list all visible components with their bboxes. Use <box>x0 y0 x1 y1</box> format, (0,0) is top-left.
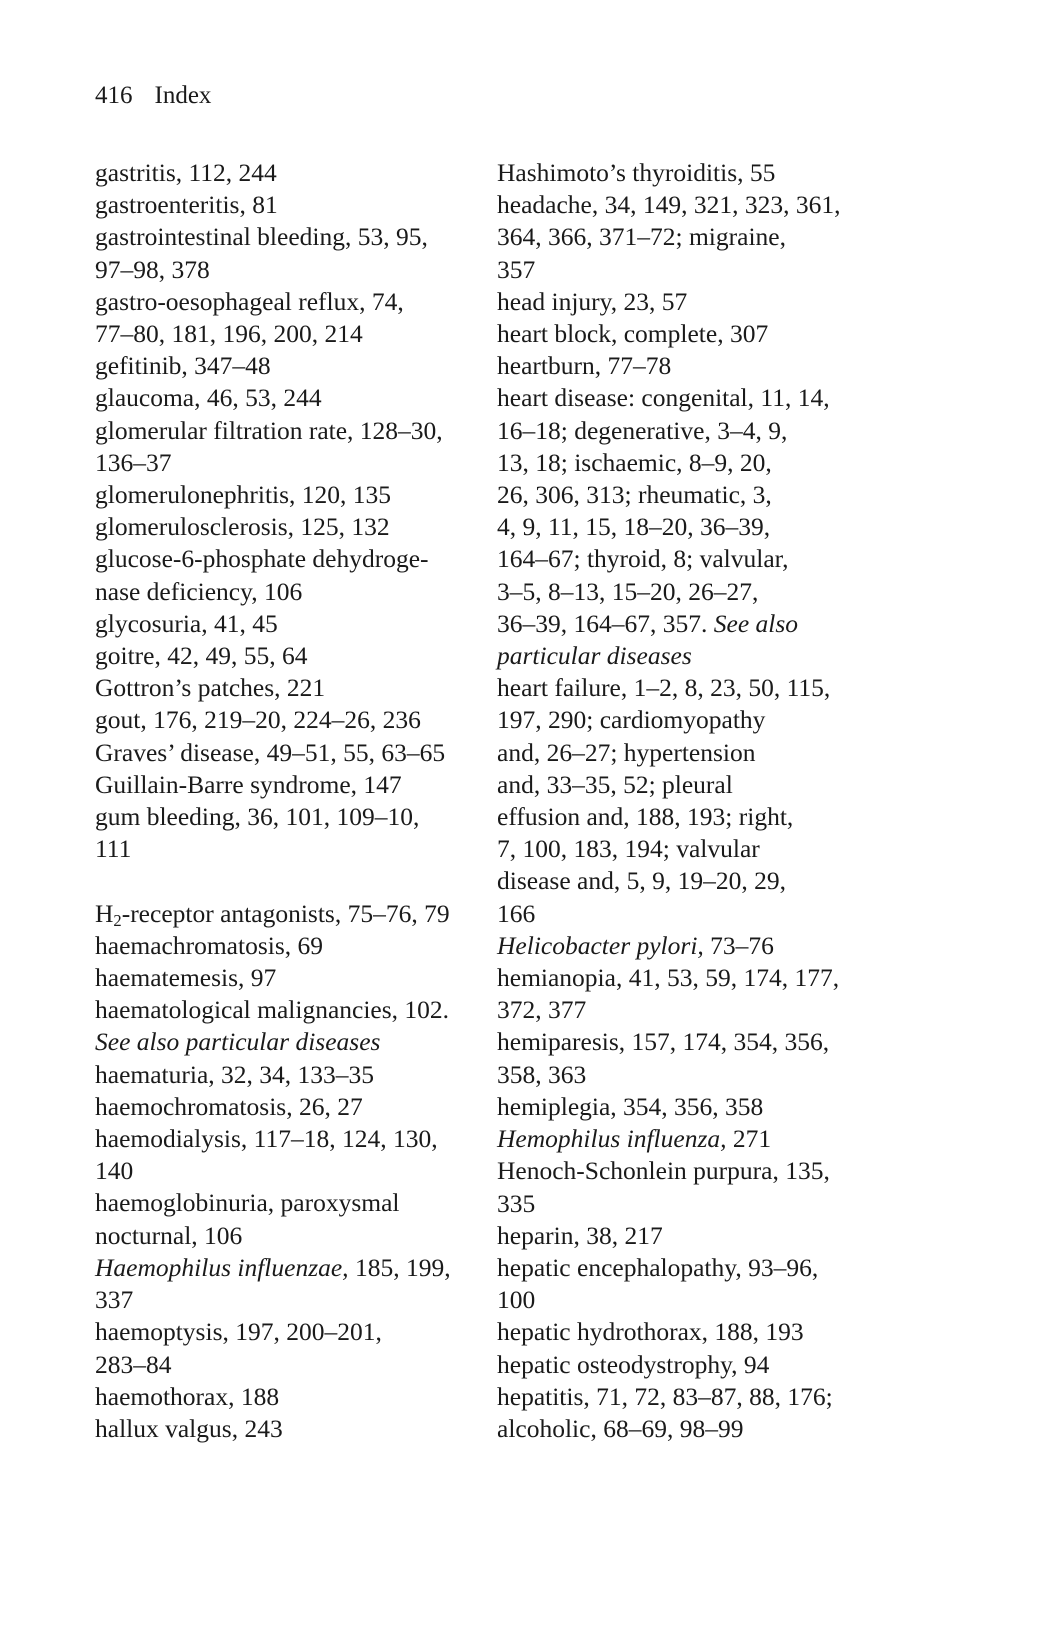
index-entry <box>497 1091 937 1123</box>
index-entry <box>95 1123 515 1187</box>
index-entry <box>95 543 515 607</box>
entry-line: gastrointestinal bleeding, 53, 95, <box>95 222 428 252</box>
index-entry <box>497 1123 937 1155</box>
entry-line: Henoch-Schonlein purpura, 135, <box>497 1156 830 1186</box>
index-entry <box>95 1059 515 1091</box>
entry-line: gum bleeding, 36, 101, 109–10, <box>95 802 420 832</box>
index-entry <box>497 382 937 672</box>
entry-line: haemoglobinuria, paroxysmal <box>95 1188 400 1218</box>
index-entry <box>95 1091 515 1123</box>
entry-line: Hashimoto’s thyroiditis, 55 <box>497 158 776 187</box>
entry-line: Graves’ disease, 49–51, 55, 63–65 <box>95 737 446 767</box>
index-entry <box>95 511 515 543</box>
index-entry <box>95 994 515 1058</box>
entry-line: haemodialysis, 117–18, 124, 130, <box>95 1124 438 1154</box>
running-title: Index <box>154 82 212 109</box>
entry-line: heartburn, 77–78 <box>497 351 672 381</box>
entry-line: glomerulonephritis, 120, 135 <box>95 480 392 510</box>
index-entry <box>497 1026 937 1090</box>
index-entry <box>497 1220 937 1252</box>
index-entry <box>95 898 515 930</box>
entry-line: 164–67; thyroid, 8; valvular, <box>497 544 789 574</box>
index-entry <box>95 672 515 704</box>
entry-line: gastro-oesophageal reflux, 74, <box>95 286 404 316</box>
italic-term: Hemophilus influenza, <box>497 1124 727 1154</box>
entry-line: 364, 366, 371–72; migraine, <box>497 222 786 252</box>
entry-line: hemianopia, 41, 53, 59, 174, 177, <box>497 963 840 993</box>
index-entry <box>497 1381 937 1445</box>
index-entry <box>497 672 937 930</box>
entry-line: nocturnal, 106 <box>95 1220 243 1250</box>
index-entry <box>95 382 515 414</box>
entry-line: 140 <box>95 1156 134 1186</box>
entry-line: hepatic encephalopathy, 93–96, <box>497 1252 819 1282</box>
entry-line: 97–98, 378 <box>95 254 210 284</box>
index-entry <box>497 189 937 286</box>
index-entry <box>95 769 515 801</box>
entry-line: 136–37 <box>95 447 172 477</box>
entry-line: 283–84 <box>95 1349 172 1379</box>
entry-line: hepatic osteodystrophy, 94 <box>497 1349 770 1379</box>
entry-line: heart failure, 1–2, 8, 23, 50, 115, <box>497 673 831 703</box>
index-entry <box>497 1316 937 1348</box>
entry-line: 166 <box>497 898 536 928</box>
entry-line: effusion and, 188, 193; right, <box>497 802 794 832</box>
index-entry <box>95 930 515 962</box>
entry-line: 372, 377 <box>497 995 587 1025</box>
entry-line: glaucoma, 46, 53, 244 <box>95 383 322 413</box>
italic-term: Helicobacter pylori, <box>497 930 704 960</box>
index-entry <box>95 608 515 640</box>
index-entry <box>497 1155 937 1219</box>
entry-line: glycosuria, 41, 45 <box>95 608 278 638</box>
page-number: 416 <box>95 82 133 109</box>
section-gap <box>95 865 515 897</box>
italic-term: Haemophilus influenzae, <box>95 1252 349 1282</box>
index-entry <box>95 1187 515 1251</box>
subscript: 2 <box>113 910 122 930</box>
index-entry <box>497 1252 937 1316</box>
entry-line: haemoptysis, 197, 200–201, <box>95 1317 382 1347</box>
entry-line: haematuria, 32, 34, 133–35 <box>95 1059 375 1089</box>
see-also: See also particular diseases <box>95 1027 381 1057</box>
index-entry <box>95 350 515 382</box>
entry-line: headache, 34, 149, 321, 323, 361, <box>497 190 841 220</box>
entry-line: Guillain-Barre syndrome, 147 <box>95 769 402 799</box>
entry-line: haemothorax, 188 <box>95 1381 280 1411</box>
index-entry <box>95 286 515 350</box>
index-entry <box>497 157 937 189</box>
entry-line: glucose-6-phosphate dehydroge- <box>95 544 429 574</box>
see-also: See also <box>713 608 799 638</box>
entry-line: 16–18; degenerative, 3–4, 9, <box>497 415 788 445</box>
index-entry <box>497 962 937 1026</box>
entry-line: and, 26–27; hypertension <box>497 737 756 767</box>
entry-line: gefitinib, 347–48 <box>95 351 271 381</box>
entry-line: 335 <box>497 1188 536 1218</box>
entry-line: $H_2$-receptor antagonists, 75–76, 79 <box>95 898 450 930</box>
index-entry <box>95 737 515 769</box>
entry-line: 3–5, 8–13, 15–20, 26–27, <box>497 576 759 606</box>
index-entry <box>95 1252 515 1316</box>
entry-line: haematological malignancies, 102. <box>95 995 450 1025</box>
entry-line: heparin, 38, 217 <box>497 1220 663 1250</box>
entry-line: hallux valgus, 243 <box>95 1413 283 1443</box>
index-entry <box>497 930 937 962</box>
entry-line: Hemophilus influenza, 271 <box>497 1124 772 1154</box>
entry-line: gastroenteritis, 81 <box>95 190 278 220</box>
index-entry <box>497 286 937 318</box>
index-entry <box>95 479 515 511</box>
entry-line: haematemesis, 97 <box>95 963 277 993</box>
entry-line: hepatic hydrothorax, 188, 193 <box>497 1317 804 1347</box>
entry-line: goitre, 42, 49, 55, 64 <box>95 641 308 671</box>
index-entry <box>95 157 515 189</box>
index-entry <box>497 350 937 382</box>
index-entry <box>95 801 515 865</box>
entry-line: haemochromatosis, 26, 27 <box>95 1091 363 1121</box>
index-entry <box>95 640 515 672</box>
entry-line: hepatitis, 71, 72, 83–87, 88, 176; <box>497 1381 833 1411</box>
entry-line: glomerular filtration rate, 128–30, <box>95 415 443 445</box>
index-column-left <box>95 157 515 1445</box>
entry-line: glomerulosclerosis, 125, 132 <box>95 512 390 542</box>
entry-line: hemiplegia, 354, 356, 358 <box>497 1091 764 1121</box>
index-entry <box>95 962 515 994</box>
entry-line: head injury, 23, 57 <box>497 286 688 316</box>
entry-line: and, 33–35, 52; pleural <box>497 769 733 799</box>
page-header <box>95 80 211 112</box>
index-entry <box>497 1349 937 1381</box>
entry-line: 36–39, 164–67, 357. See also <box>497 608 799 638</box>
entry-line: Haemophilus influenzae, 185, 199, <box>95 1252 451 1282</box>
entry-line: 7, 100, 183, 194; valvular <box>497 834 760 864</box>
entry-line: 197, 290; cardiomyopathy <box>497 705 766 735</box>
entry-line: 77–80, 181, 196, 200, 214 <box>95 319 363 349</box>
entry-line: 4, 9, 11, 15, 18–20, 36–39, <box>497 512 771 542</box>
entry-line: nase deficiency, 106 <box>95 576 303 606</box>
entry-line: 111 <box>95 834 132 864</box>
index-entry <box>95 189 515 221</box>
index-entry <box>497 318 937 350</box>
entry-line: 100 <box>497 1285 536 1315</box>
entry-line: heart block, complete, 307 <box>497 319 769 349</box>
index-column-right <box>497 157 937 1445</box>
entry-line: 357 <box>497 254 536 284</box>
entry-line: Gottron’s patches, 221 <box>95 673 326 703</box>
entry-line: 26, 306, 313; rheumatic, 3, <box>497 480 772 510</box>
see-also: particular diseases <box>497 641 692 671</box>
entry-line: 337 <box>95 1285 134 1315</box>
index-entry <box>95 415 515 479</box>
index-entry <box>95 221 515 285</box>
index-entry <box>95 1413 515 1445</box>
entry-line: disease and, 5, 9, 19–20, 29, <box>497 866 786 896</box>
entry-line: Helicobacter pylori, 73–76 <box>497 930 774 960</box>
entry-line: haemachromatosis, 69 <box>95 930 324 960</box>
entry-line: gastritis, 112, 244 <box>95 158 277 187</box>
entry-line: hemiparesis, 157, 174, 354, 356, <box>497 1027 830 1057</box>
entry-line: 358, 363 <box>497 1059 587 1089</box>
index-entry <box>95 1381 515 1413</box>
entry-line: gout, 176, 219–20, 224–26, 236 <box>95 705 421 735</box>
entry-line: heart disease: congenital, 11, 14, <box>497 383 830 413</box>
entry-line: 13, 18; ischaemic, 8–9, 20, <box>497 447 772 477</box>
index-entry <box>95 704 515 736</box>
index-entry <box>95 1316 515 1380</box>
entry-line: alcoholic, 68–69, 98–99 <box>497 1413 744 1443</box>
